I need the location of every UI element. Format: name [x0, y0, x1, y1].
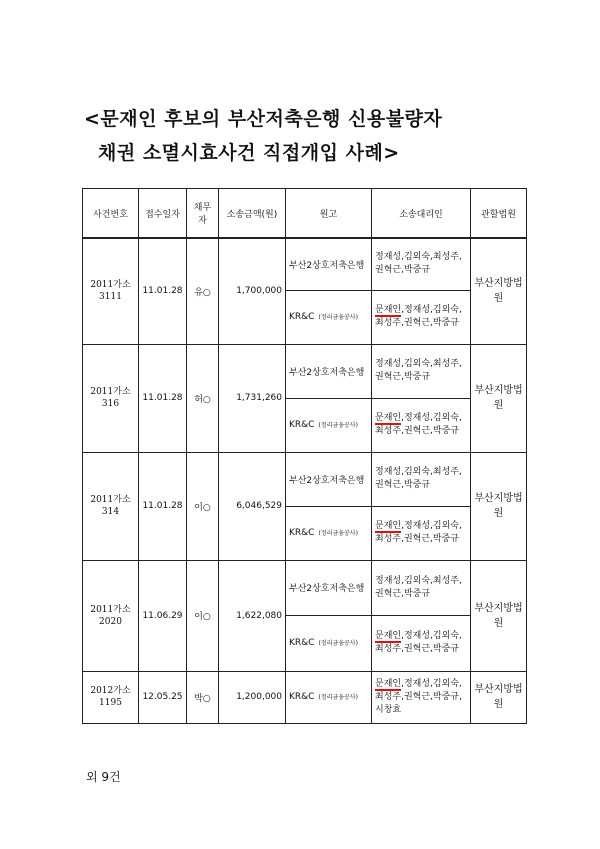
agent-names: 정재성,김외숙,최성주,권혁근,박중규: [375, 252, 462, 276]
header-case-number: 사건번호: [83, 189, 139, 239]
filing-date-cell: 11.06.29: [139, 560, 187, 671]
table-header-row: [83, 189, 527, 239]
plaintiff-sub-label: (정리금융공사): [318, 530, 358, 537]
plaintiff-cell: [286, 560, 372, 615]
debtor-cell: 유○: [187, 238, 219, 344]
agent-names: ,정재성,김외숙,최성주,권혁근,박중규: [375, 305, 462, 328]
plaintiff-cell: [286, 290, 372, 344]
plaintiff-name: KR&C: [289, 312, 315, 322]
highlighted-agent-name: 문재인: [375, 521, 402, 531]
agent-names: ,정재성,김외숙,최성주,권혁근,박중규: [375, 521, 462, 544]
amount-cell: 1,700,000: [219, 238, 286, 344]
header-plaintiff: 원고: [286, 189, 372, 239]
cases-table: [82, 188, 527, 724]
debtor-cell: 허○: [187, 344, 219, 452]
plaintiff-cell: [286, 506, 372, 560]
table-row: [83, 560, 527, 615]
debtor-cell: 이○: [187, 560, 219, 671]
table-row: [83, 344, 527, 398]
agent-names: ,정재성,김외숙,최성주,권혁근,박중규: [375, 413, 462, 436]
amount-cell: 1,622,080: [219, 560, 286, 671]
plaintiff-cell: [286, 238, 372, 290]
table-row: [83, 671, 527, 723]
plaintiff-cell: [286, 398, 372, 452]
amount-cell: 1,200,000: [219, 671, 286, 723]
debtor-cell: 이○: [187, 452, 219, 560]
legal-agent-cell: [372, 506, 471, 560]
agent-names: 정재성,김외숙,최성주,권혁근,박중규: [375, 467, 462, 490]
amount-cell: 6,046,529: [219, 452, 286, 560]
filing-date-cell: 11.01.28: [139, 452, 187, 560]
case-number-cell: 2012가소 1195: [83, 671, 139, 723]
filing-date-cell: 11.01.28: [139, 344, 187, 452]
plaintiff-cell: [286, 615, 372, 671]
filing-date-cell: 11.01.28: [139, 238, 187, 344]
legal-agent-cell: [372, 560, 471, 615]
title-line-2: 채권 소멸시효사건 직접개입 사례>: [98, 142, 400, 164]
plaintiff-sub-label: (정리금융공사): [318, 314, 358, 321]
court-cell: 부산지방법원: [471, 344, 527, 452]
header-court: 관할법원: [471, 189, 527, 239]
highlighted-agent-name: 문재인: [375, 305, 402, 315]
plaintiff-sub-label: (정리금융공사): [318, 694, 358, 701]
table-row: [83, 238, 527, 290]
plaintiff-cell: [286, 344, 372, 398]
title-line-1: <문재인 후보의 부산저축은행 신용불량자: [84, 108, 443, 130]
filing-date-cell: 12.05.25: [139, 671, 187, 723]
court-cell: 부산지방법원: [471, 238, 527, 344]
legal-agent-cell: [372, 344, 471, 398]
agent-names: ,정재성,김외숙,최성주,권혁근,박중규,시창효: [375, 678, 462, 715]
footer-note: 외 9건: [86, 770, 121, 784]
debtor-cell: 박○: [187, 671, 219, 723]
plaintiff-cell: [286, 671, 372, 723]
plaintiff-name: KR&C: [289, 528, 315, 538]
legal-agent-cell: [372, 398, 471, 452]
plaintiff-sub-label: (정리금융공사): [318, 422, 358, 429]
legal-agent-cell: [372, 615, 471, 671]
table-body: [83, 238, 527, 723]
header-amount: 소송금액(원): [219, 189, 286, 239]
case-number-cell: 2011가소 314: [83, 452, 139, 560]
court-cell: 부산지방법원: [471, 671, 527, 723]
agent-names: ,정재성,김외숙,최성주,권혁근,박중규: [375, 631, 462, 654]
agent-names: 정재성,김외숙,최성주,권혁근,박중규: [375, 575, 462, 599]
plaintiff-name: 부산2상호저축은행: [289, 367, 365, 378]
header-filing-date: 접수일자: [139, 189, 187, 239]
header-debtor: 채무자: [187, 189, 219, 239]
table-row: [83, 452, 527, 506]
agent-names: 정재성,김외숙,최성주,권혁근,박중규: [375, 359, 462, 382]
case-number-cell: 2011가소3111: [83, 238, 139, 344]
legal-agent-cell: [372, 290, 471, 344]
legal-agent-cell: [372, 452, 471, 506]
case-number-cell: 2011가소 316: [83, 344, 139, 452]
header-legal-agent: 소송대리인: [372, 189, 471, 239]
plaintiff-cell: [286, 452, 372, 506]
highlighted-agent-name: 문재인: [375, 678, 402, 689]
plaintiff-sub-label: (정리금융공사): [318, 640, 358, 647]
highlighted-agent-name: 문재인: [375, 631, 402, 641]
document-title: [84, 102, 564, 170]
legal-agent-cell: [372, 238, 471, 290]
court-cell: 부산지방법원: [471, 560, 527, 671]
highlighted-agent-name: 문재인: [375, 413, 402, 423]
plaintiff-name: 부산2상호저축은행: [289, 584, 365, 594]
amount-cell: 1,731,260: [219, 344, 286, 452]
plaintiff-name: KR&C: [289, 692, 315, 702]
court-cell: 부산지방법원: [471, 452, 527, 560]
case-number-cell: 2011가소 2020: [83, 560, 139, 671]
plaintiff-name: 부산2상호저축은행: [289, 260, 365, 271]
plaintiff-name: 부산2상호저축은행: [289, 475, 365, 486]
plaintiff-name: KR&C: [289, 638, 315, 648]
plaintiff-name: KR&C: [289, 420, 315, 430]
legal-agent-cell: [372, 671, 471, 723]
